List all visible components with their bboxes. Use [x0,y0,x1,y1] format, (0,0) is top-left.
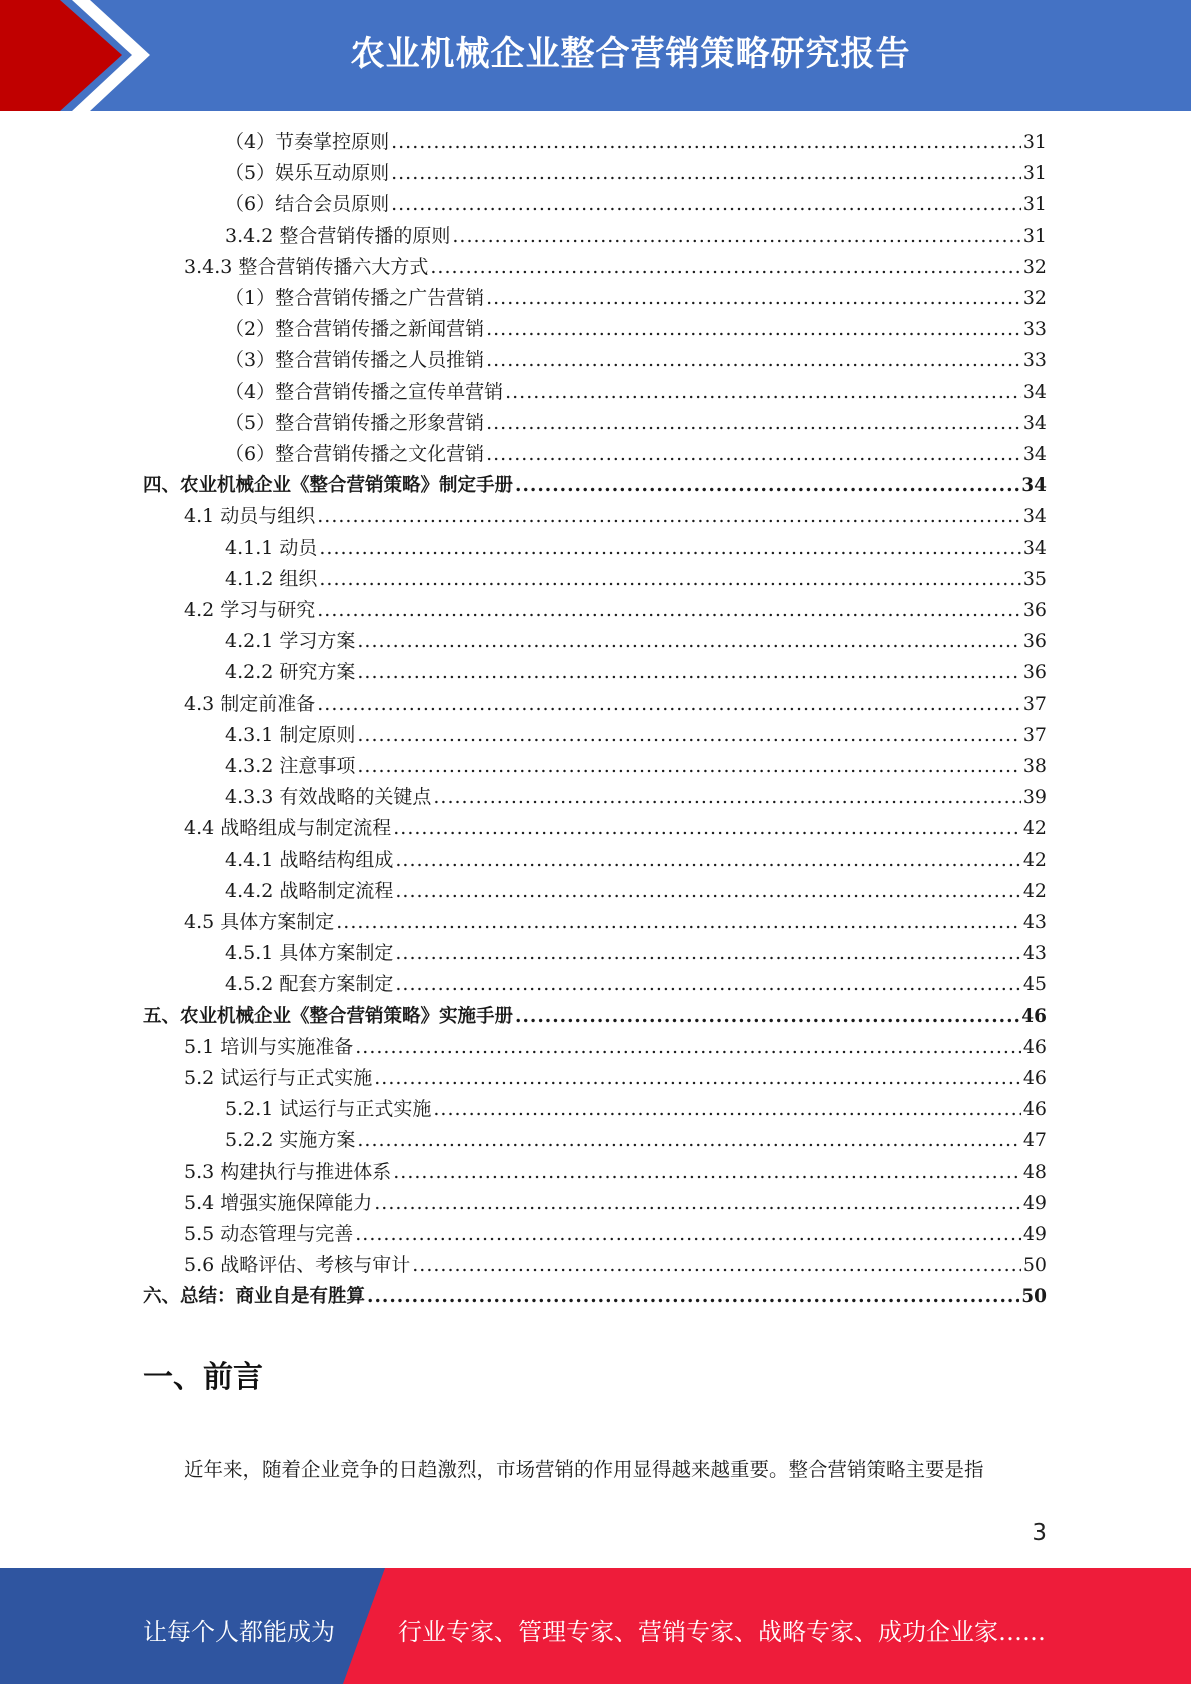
toc-entry-page: 31 [1022,162,1047,185]
toc-dot-leader [395,876,1020,907]
toc-dot-leader [317,501,1021,532]
toc-dot-leader [336,907,1021,938]
toc-entry-page: 36 [1022,599,1047,621]
toc-entry-title: 4.1.2 组织 [225,567,318,590]
toc-dot-leader [452,221,1020,252]
toc-entry-title: 4.3 制定前准备 [184,692,316,715]
toc-entry-page: 50 [1021,1286,1047,1308]
toc-entry-title: 5.3 构建执行与推进体系 [184,1160,392,1183]
toc-entry-page: 42 [1022,817,1047,840]
toc-dot-leader [433,782,1020,813]
page-header [0,0,1191,111]
toc-entry-title: 4.2 学习与研究 [184,599,316,621]
toc-entry-title: 4.5.1 具体方案制定 [225,942,394,965]
toc-entry[interactable] [143,1281,1047,1312]
toc-entry[interactable] [225,626,1047,657]
toc-entry[interactable] [225,127,1047,158]
toc-entry-title: 4.3.1 制定原则 [225,723,356,746]
toc-entry[interactable] [225,657,1047,688]
toc-entry-title: （4）整合营销传播之宣传单营销 [225,380,504,403]
toc-entry[interactable] [225,1125,1047,1156]
toc-entry[interactable] [225,345,1047,376]
toc-entry-title: 5.2.2 实施方案 [225,1129,356,1152]
toc-dot-leader [391,158,1021,189]
toc-dot-leader [486,439,1021,470]
toc-entry-title: （5）娱乐互动原则 [225,162,390,185]
toc-dot-leader [357,626,1020,657]
toc-dot-leader [319,533,1020,564]
toc-entry-title: 4.3.3 有效战略的关键点 [225,786,432,809]
toc-entry-page: 34 [1022,411,1047,434]
toc-entry-page: 46 [1021,1005,1047,1027]
toc-entry-title: （5）整合营销传播之形象营销 [225,411,485,434]
toc-dot-leader [355,1032,1021,1063]
toc-entry[interactable] [184,1032,1047,1063]
toc-dot-leader [357,720,1020,751]
toc-entry-title: 4.3.2 注意事项 [225,755,356,777]
toc-dot-leader [374,1188,1021,1219]
toc-entry[interactable] [184,689,1047,720]
toc-entry[interactable] [225,751,1047,782]
toc-entry[interactable] [225,782,1047,813]
toc-dot-leader [357,1125,1020,1156]
toc-dot-leader [486,345,1021,376]
toc-entry[interactable] [184,1219,1047,1250]
toc-entry[interactable] [225,314,1047,345]
toc-dot-leader [355,1219,1021,1250]
toc-entry-title: 5.5 动态管理与完善 [184,1223,354,1245]
header-title: 农业机械企业整合营销策略研究报告 [350,34,911,74]
toc-entry-title: 五、农业机械企业《整合营销策略》实施手册 [143,1005,514,1027]
toc-entry-page: 33 [1022,349,1047,372]
toc-entry-page: 38 [1022,755,1047,777]
toc-entry-title: 4.2.1 学习方案 [225,630,356,653]
toc-entry-page: 32 [1022,255,1047,278]
toc-entry[interactable] [225,221,1047,252]
toc-entry-page: 43 [1022,942,1047,965]
toc-dot-leader [317,595,1021,626]
toc-dot-leader [395,969,1020,1000]
toc-dot-leader [391,189,1021,220]
section-heading: 一、前言 [143,1360,263,1395]
toc-entry-title: （2）整合营销传播之新闻营销 [225,318,485,341]
toc-entry-title: 4.1 动员与组织 [184,505,316,528]
toc-entry[interactable] [184,501,1047,532]
toc-entry-title: 4.1.1 动员 [225,536,318,559]
toc-entry[interactable] [225,845,1047,876]
toc-dot-leader [505,377,1021,408]
toc-entry-title: （1）整合营销传播之广告营销 [225,287,485,309]
toc-entry-page: 34 [1022,505,1047,528]
toc-entry[interactable] [184,1063,1047,1094]
toc-dot-leader [367,1281,1019,1312]
toc-dot-leader [393,813,1021,844]
toc-entry-title: （3）整合营销传播之人员推销 [225,349,485,372]
toc-entry-page: 50 [1022,1254,1047,1277]
body-paragraph: 近年来，随着企业竞争的日趋激烈，市场营销的作用显得越来越重要。整合营销策略主要是指 [184,1458,984,1481]
toc-entry[interactable] [184,907,1047,938]
toc-entry[interactable] [225,876,1047,907]
toc-entry-page: 31 [1022,224,1047,247]
toc-entry-page: 48 [1022,1160,1047,1183]
page-number: 3 [1032,1520,1047,1546]
toc-entry-title: 六、总结：商业自是有胜算 [143,1286,366,1308]
toc-entry-page: 46 [1022,1035,1047,1058]
toc-entry[interactable] [225,720,1047,751]
toc-entry[interactable] [225,533,1047,564]
toc-entry-page: 39 [1022,786,1047,809]
toc-entry-page: 37 [1022,692,1047,715]
toc-entry[interactable] [184,595,1047,626]
toc-entry[interactable] [225,408,1047,439]
footer-slogan-right: 行业专家、管理专家、营销专家、战略专家、成功企业家…… [398,1618,1046,1646]
toc-entry-page: 42 [1022,879,1047,902]
toc-entry[interactable] [184,252,1047,283]
toc-entry-page: 36 [1022,661,1047,684]
toc-entry[interactable] [225,439,1047,470]
toc-entry-title: （6）结合会员原则 [225,193,390,216]
toc-dot-leader [486,283,1021,314]
toc-entry-page: 35 [1022,567,1047,590]
toc-entry-page: 34 [1022,443,1047,465]
toc-entry-title: 5.4 增强实施保障能力 [184,1191,373,1214]
toc-entry-title: 4.4.1 战略结构组成 [225,848,394,871]
toc-entry-page: 42 [1022,848,1047,871]
toc-entry-title: 4.5.2 配套方案制定 [225,973,394,996]
toc-entry[interactable] [184,813,1047,844]
toc-dot-leader [430,252,1020,283]
toc-entry[interactable] [143,1001,1047,1032]
toc-entry-page: 45 [1022,973,1047,996]
toc-entry-title: 3.4.3 整合营销传播六大方式 [184,255,429,278]
toc-entry-title: （4）节奏掌控原则 [225,131,390,153]
toc-entry-page: 31 [1022,193,1047,216]
toc-dot-leader [486,314,1021,345]
toc-entry-title: 5.2.1 试运行与正式实施 [225,1098,432,1121]
toc-dot-leader [395,938,1020,969]
toc-entry-page: 34 [1022,380,1047,403]
toc-entry-page: 34 [1022,536,1047,559]
toc-entry[interactable] [225,158,1047,189]
toc-entry[interactable] [184,1250,1047,1281]
toc-entry-page: 46 [1022,1098,1047,1121]
page-footer [0,1568,1191,1684]
toc-entry-page: 36 [1022,630,1047,653]
toc-entry[interactable] [184,1157,1047,1188]
toc-entry[interactable] [225,189,1047,220]
toc-entry-page: 33 [1022,318,1047,341]
toc-dot-leader [395,845,1020,876]
toc-entry[interactable] [225,969,1047,1000]
toc-dot-leader [357,657,1020,688]
toc-entry-page: 49 [1022,1191,1047,1214]
toc-entry-page: 49 [1022,1223,1047,1245]
toc-dot-leader [374,1063,1021,1094]
toc-entry[interactable] [225,1094,1047,1125]
toc-entry-title: 4.5 具体方案制定 [184,911,335,933]
toc-entry-title: 5.6 战略评估、考核与审计 [184,1254,411,1277]
toc-dot-leader [515,1001,1019,1032]
toc-entry[interactable] [225,283,1047,314]
toc-dot-leader [486,408,1021,439]
toc-dot-leader [317,689,1021,720]
toc-dot-leader [357,751,1020,782]
toc-entry-title: 4.4 战略组成与制定流程 [184,817,392,840]
toc-entry-page: 47 [1022,1129,1047,1152]
toc-dot-leader [515,470,1019,501]
toc-entry-title: 5.1 培训与实施准备 [184,1035,354,1058]
toc-entry-page: 37 [1022,723,1047,746]
toc-entry-page: 43 [1022,911,1047,933]
toc-entry-page: 34 [1021,475,1047,497]
toc-entry-title: 3.4.2 整合营销传播的原则 [225,224,451,247]
toc-dot-leader [412,1250,1021,1281]
toc-entry-title: 4.4.2 战略制定流程 [225,879,394,902]
toc-dot-leader [393,1157,1021,1188]
toc-entry-page: 31 [1022,131,1047,153]
toc-dot-leader [391,127,1021,158]
toc-entry-title: 5.2 试运行与正式实施 [184,1067,373,1089]
toc-entry-title: （6）整合营销传播之文化营销 [225,443,485,465]
footer-slogan-left: 让每个人都能成为 [143,1618,335,1646]
toc-entry[interactable] [184,1188,1047,1219]
toc-entry[interactable] [143,470,1047,501]
toc-entry-title: 四、农业机械企业《整合营销策略》制定手册 [143,475,514,497]
toc-entry[interactable] [225,377,1047,408]
toc-dot-leader [319,564,1020,595]
toc-entry[interactable] [225,938,1047,969]
toc-dot-leader [433,1094,1020,1125]
header-arrow-decor [0,0,160,111]
toc-entry[interactable] [225,564,1047,595]
toc-entry-title: 4.2.2 研究方案 [225,661,356,684]
toc-entry-page: 32 [1022,287,1047,309]
toc-entry-page: 46 [1022,1067,1047,1089]
